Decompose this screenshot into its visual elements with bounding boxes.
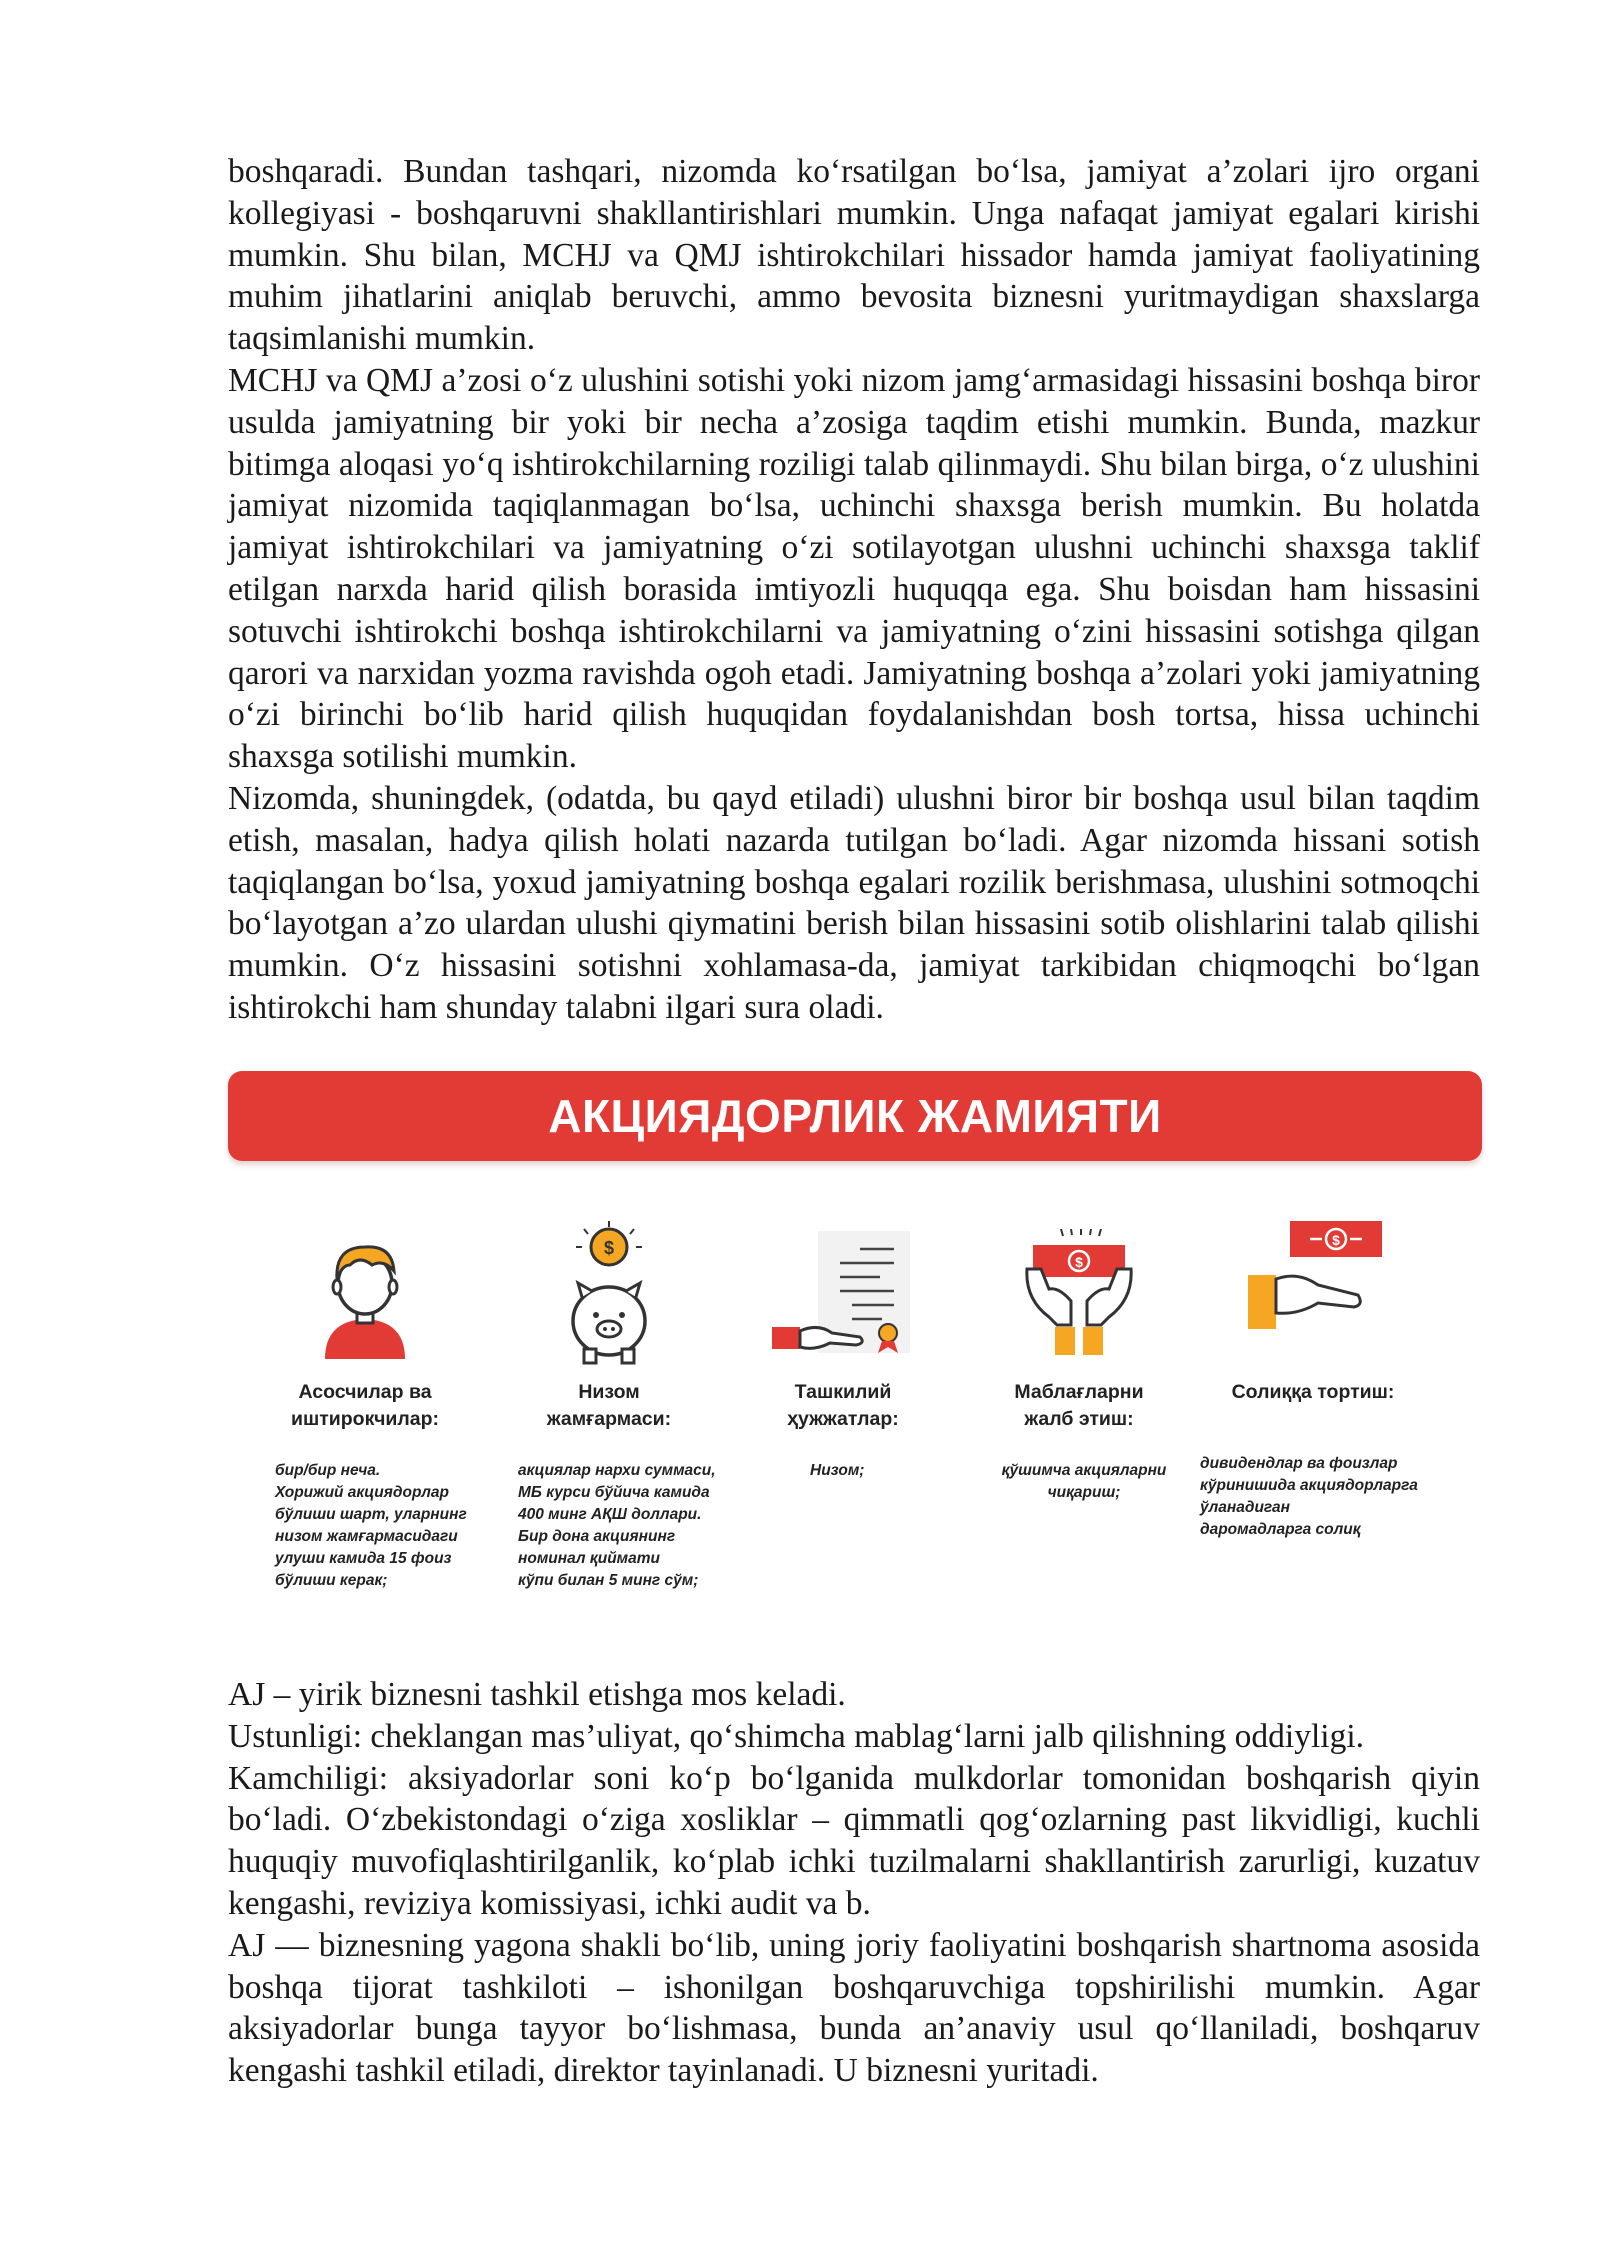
column-title: Солиққа тортиш: [1231,1381,1395,1403]
paragraph: Nizomda, shuningdek, (odatda, bu qayd etiladi) ulushni biror bir boshqa usul bilan taqdim etish, masalan, hadya qilish holati nazarda tutilgan bo‘ladi. Agar nizomda hissani sotish taqiqlangan bo‘lsa, yoxud jamiyatning boshqa egalari rozilik berishmasa, ulushini sotmoqchi bo‘layotgan a’zo ulardan ulushi qiymatini berish bilan hissasini sotib olishlarini talab qilishi mumkin. O‘z hissasini sotishni xohlamasa-da, jamiyat tarkibidan chiqmoqchi bo‘lgan ishtirokchi ham shunday talabni ilgari sura oladi. [228,779,1480,1026]
paragraph: AJ – yirik biznesni tashkil etishga mos keladi. [228,1676,846,1713]
body-text-bottom [228,1674,1480,2092]
hand-money-icon [1188,1215,1438,1355]
column-title: Асосчилар ва иштирокчилар: [290,1381,440,1430]
svg-text:$: $ [1075,1254,1083,1270]
body-text-top [228,151,1480,1029]
piggy-bank-icon [484,1221,734,1361]
column-title: Маблағларни жалб этиш: [1014,1381,1144,1430]
svg-text:$: $ [1332,1232,1340,1248]
infographic-banner [228,1071,1482,1161]
paragraph: boshqaradi. Bundan tashqari, nizomda ko‘rsatilgan bo‘lsa, jamiyat a’zolari ijro organi kollegiyasi - boshqaruvni shakllantirishlari mumkin. Unga nafaqat jamiyat egalari kirishi mumkin. Shu bilan, MCHJ va QMJ ishtirokchilari hissador hamda jamiyat faoliyatining muhim jihatlarini aniqlab beruvchi, ammo bevosita biznesni yuritmaydigan shaxslarga taqsimlanishi mumkin. [228,153,1480,358]
infographic [228,1161,1482,1621]
paragraph: AJ — biznesning yagona shakli bo‘lib, uning joriy faoliyatini boshqarish shartnoma asosida boshqa tijorat tashkiloti – ishonilgan boshqaruvchiga topshirilishi mumkin. Agar aksiyadorlar bunga tayyor bo‘lishmasa, bunda an’anaviy usul qo‘llaniladi, boshqaruv kengashi tashkil etiladi, direktor tayinlanadi. U biznesni yuritadi. [228,1926,1480,2090]
paragraph: MCHJ va QMJ a’zosi o‘z ulushini sotishi yoki nizom jamg‘armasidagi hissasini boshqa biror usulda jamiyatning bir yoki bir necha a’zosiga taqdim etishi mumkin. Bunda, mazkur bitimga aloqasi yo‘q ishtirokchilarning roziligi talab qilinmaydi. Shu bilan birga, o‘z ulushini jamiyat nizomida taqiqlanmagan bo‘lsa, uchinchi shaxsga berish mumkin. Bu holatda jamiyat ishtirokchilari va jamiyatning o‘zi sotilayotgan ulushni uchinchi shaxsga taklif etilgan narxda harid qilish borasida imtiyozli huquqqa ega. Shu boisdan ham hissasini sotuvchi ishtirokchi boshqa ishtirokchilarni va jamiyatning o‘zini hissasini sotishga qilgan qarori va narxidan yozma ravishda ogoh etadi. Jamiyatning boshqa a’zolari yoki jamiyatning o‘zi birinchi bo‘lib harid qilish huquqidan foydalanishdan bosh tortsa, hissa uchinchi shaxsga sotilishi mumkin. [228,361,1480,776]
column-description: дивидендлар ва фоизлар кўринишида акциядорларга ўланадиган даромадларга солиқ [1200,1455,1418,1538]
document-handshake-icon [718,1229,968,1369]
paragraph: Kamchiligi: aksiyadorlar soni ko‘p bo‘lganida mulkdorlar tomonidan boshqarish qiyin bo‘ladi. O‘zbekistondagi o‘ziga xosliklar – qimmatli qog‘ozlarning past likvidligi, kuchli huquqiy muvofiqlashtirilganlik, ko‘plab ichki tuzilmalarni shakllantirish zarurligi, kuzatuv kengashi, reviziya komissiyasi, ichki audit va b. [228,1759,1480,1922]
column-description: Низом; [810,1462,865,1479]
column-title: Ташкилий ҳужжатлар: [787,1381,899,1430]
column-description: бир/бир неча. Хорижий акциядорлар бўлиши шарт, уларнинг низом жамғармасидаги улуши камида 15 фоиз бўлиши керак; [275,1462,467,1589]
banner-title: АКЦИЯДОРЛИК ЖАМИЯТИ [548,1090,1162,1142]
paragraph: Ustunligi: cheklangan mas’uliyat, qo‘shimcha mablag‘larni jalb qilishning oddiyligi. [228,1717,1365,1755]
column-description: акциялар нархи суммаси, МБ курси бўйича камида 400 минг АҚШ доллари. Бир дона акциянинг номинал қиймати кўпи билан 5 минг сўм; [518,1462,716,1589]
svg-text:$: $ [603,1238,615,1258]
column-description: қўшимча акцияларни чиқариш; [1001,1462,1167,1501]
person-icon [240,1229,490,1369]
hands-money-icon [954,1229,1204,1369]
column-title: Низом жамғармаси: [546,1381,672,1430]
